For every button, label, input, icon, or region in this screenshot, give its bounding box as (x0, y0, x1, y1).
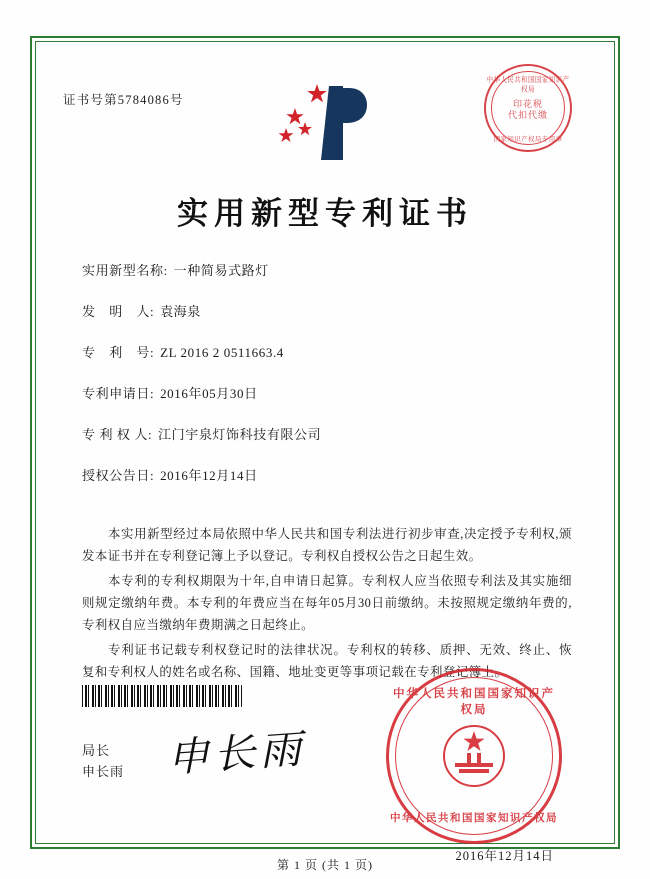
field-label: 专利申请日: (82, 386, 155, 401)
certificate-number: 证书号第5784086号 (63, 93, 184, 107)
certificate-barcode (82, 685, 242, 707)
field-row (82, 301, 590, 320)
certificate-fields (82, 260, 590, 506)
tax-stamp-arc-bottom: 国家知识产权局专用章 (493, 136, 563, 143)
official-seal-arc-bottom: 中华人民共和国国家知识产权局 (390, 813, 558, 824)
legal-text (82, 523, 572, 686)
field-label: 实用新型名称: (82, 263, 168, 278)
field-value: 一种简易式路灯 (173, 263, 269, 278)
certificate-content (60, 60, 590, 863)
field-label: 授权公告日: (82, 468, 155, 483)
seal-date: 2016年12月14日 (455, 849, 554, 863)
national-emblem-icon (437, 719, 511, 793)
patent-star-p-logo (265, 78, 385, 168)
field-value: 江门宇泉灯饰科技有限公司 (158, 427, 322, 442)
legal-paragraph: 专利证书记载专利权登记时的法律状况。专利权的转移、质押、无效、终止、恢复和专利权人的姓名或名称、国籍、地址变更等事项记载在专利登记簿上。 (82, 643, 572, 679)
field-label: 专 利 权 人: (82, 427, 153, 442)
field-row (82, 342, 590, 361)
page-title: 实用新型专利证书 (177, 196, 473, 232)
tax-stamp-middle: 印花税 代扣代缴 (507, 99, 548, 120)
field-row (82, 260, 590, 279)
field-value: ZL 2016 2 0511663.4 (160, 345, 284, 360)
page-footer: 第 1 页 (共 1 页) (277, 858, 373, 872)
legal-paragraph: 本专利的专利权期限为十年,自申请日起算。专利权人应当依照专利法及其实施细则规定缴纳年费。本专利的年费应当在每年05月30日前缴纳。未按照规定缴纳年费的,专利权自应当缴纳年费期满之日起终止。 (82, 574, 572, 632)
field-value: 袁海泉 (160, 304, 201, 319)
tax-stamp (484, 64, 572, 152)
field-row (82, 424, 590, 443)
field-row (82, 383, 590, 402)
tax-stamp-arc-top: 中华人民共和国国家知识产权局 (486, 76, 570, 94)
signature-block (82, 740, 124, 782)
field-value: 2016年05月30日 (160, 386, 258, 401)
signature-name: 申长雨 (82, 764, 125, 779)
legal-paragraph: 本实用新型经过本局依照中华人民共和国专利法进行初步审查,决定授予专利权,颁发本证书并在专利登记簿上予以登记。专利权自授权公告之日起生效。 (82, 527, 572, 563)
field-value: 2016年12月14日 (160, 468, 258, 483)
field-label: 发 明 人: (82, 304, 155, 319)
field-label: 专 利 号: (82, 345, 155, 360)
handwritten-signature: 申长雨 (165, 726, 307, 782)
field-row (82, 465, 590, 484)
signature-title-label: 局长 (82, 743, 111, 758)
official-seal (386, 668, 562, 844)
official-seal-arc-top: 中华人民共和国国家知识产权局 (393, 688, 555, 716)
